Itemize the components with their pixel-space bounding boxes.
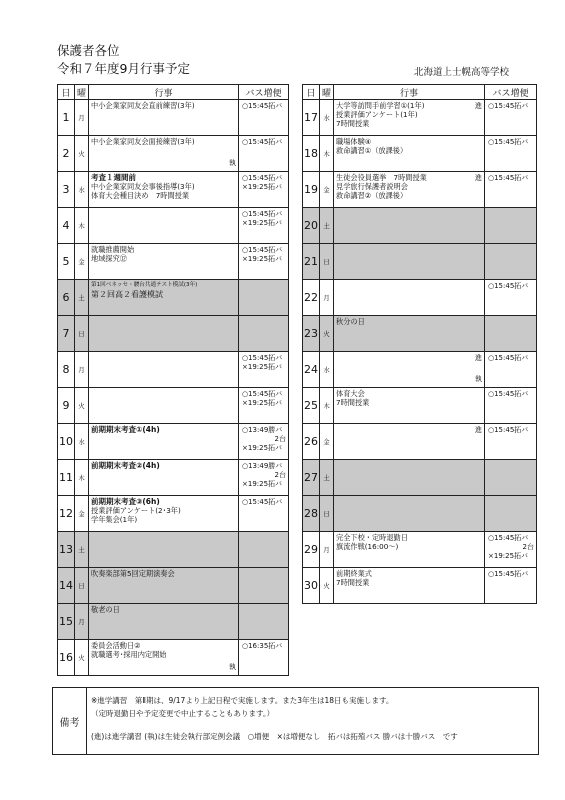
table-row xyxy=(303,388,537,424)
day-cell: 20 xyxy=(303,208,320,244)
table-row xyxy=(303,316,537,352)
table-row xyxy=(58,352,289,388)
day-cell: 12 xyxy=(58,496,75,532)
weekday-cell: 水 xyxy=(75,172,89,208)
weekday-cell: 日 xyxy=(75,316,89,352)
event-line: 就職選考･採用内定開始 xyxy=(91,650,167,659)
event-tag: 執 xyxy=(229,159,236,167)
bus-line: ○15:45拓バ xyxy=(242,390,283,398)
col-day: 日 xyxy=(58,85,75,100)
table-row xyxy=(58,100,289,136)
bus-line: ○15:45拓バ xyxy=(488,426,529,434)
bus-line: ○15:45拓バ xyxy=(242,246,283,254)
col-weekday: 曜 xyxy=(320,85,334,100)
bus-cell xyxy=(239,100,289,136)
bus-cell xyxy=(485,424,537,460)
events-cell xyxy=(89,172,239,208)
event-line: 学年集会(1年) xyxy=(91,515,138,524)
events-cell xyxy=(89,604,239,640)
table-row xyxy=(58,244,289,280)
events-cell xyxy=(334,352,485,388)
weekday-cell: 水 xyxy=(75,424,89,460)
event-line: 体育大会 xyxy=(336,389,365,398)
bus-line: ○15:45拓バ xyxy=(242,138,283,146)
events-cell xyxy=(334,172,485,208)
table-row xyxy=(303,352,537,388)
bus-cell xyxy=(239,424,289,460)
event-line: 就職推薦開始 xyxy=(91,245,135,254)
weekday-cell: 土 xyxy=(320,460,334,496)
event-line: 第1回ベネッセ・駿台共通テスト模試(3年) xyxy=(91,282,198,288)
event-line: 授業評価アンケート(1年) xyxy=(336,110,418,119)
event-line: 中小企業家同友会直前練習(3年) xyxy=(91,101,195,110)
events-cell xyxy=(334,532,485,568)
event-line: 7時間授業 xyxy=(336,119,370,128)
events-cell xyxy=(89,244,239,280)
events-cell xyxy=(89,208,239,244)
day-cell: 18 xyxy=(303,136,320,172)
weekday-cell: 月 xyxy=(320,280,334,316)
events-cell xyxy=(334,496,485,532)
event-line: 完全下校・定時退勤日 xyxy=(336,533,408,542)
bus-cell xyxy=(485,496,537,532)
weekday-cell: 月 xyxy=(75,100,89,136)
weekday-cell: 木 xyxy=(75,208,89,244)
bus-cell xyxy=(485,532,537,568)
day-cell: 25 xyxy=(303,388,320,424)
events-cell xyxy=(334,316,485,352)
day-cell: 6 xyxy=(58,280,75,316)
weekday-cell: 土 xyxy=(75,280,89,316)
table-row xyxy=(58,460,289,496)
weekday-cell: 日 xyxy=(75,568,89,604)
weekday-cell: 日 xyxy=(320,244,334,280)
bus-cell xyxy=(485,100,537,136)
weekday-cell: 金 xyxy=(320,424,334,460)
bus-cell xyxy=(239,568,289,604)
events-cell xyxy=(334,244,485,280)
bus-cell xyxy=(485,244,537,280)
schedule-table-left xyxy=(57,84,289,676)
events-cell xyxy=(89,640,239,676)
event-line: 中小企業家同友会面接練習(3年) xyxy=(91,137,195,146)
bus-cell xyxy=(239,604,289,640)
table-row xyxy=(303,568,537,604)
event-tag: 進 xyxy=(475,174,482,182)
schedule-body-left xyxy=(58,100,289,676)
day-cell: 8 xyxy=(58,352,75,388)
col-weekday: 曜 xyxy=(75,85,89,100)
event-line: 見学旅行保護者説明会 xyxy=(336,182,408,191)
event-line: 救命講習①（放課後） xyxy=(336,146,408,155)
events-cell xyxy=(89,280,239,316)
bus-line: ○15:45拓バ xyxy=(242,210,283,218)
bus-cell xyxy=(485,136,537,172)
notes-label: 備考 xyxy=(53,688,87,754)
event-line: 考査１週間前 xyxy=(91,173,136,182)
bus-line: 2台 xyxy=(274,471,286,479)
event-tag: 進 xyxy=(475,102,482,110)
event-line: 体育大会種目決め 7時間授業 xyxy=(91,191,190,200)
bus-line: ○15:45拓バ xyxy=(488,102,529,110)
day-cell: 3 xyxy=(58,172,75,208)
table-row xyxy=(58,316,289,352)
bus-line: ○15:45拓バ xyxy=(242,174,283,182)
table-row xyxy=(58,640,289,676)
event-line: 授業評価アンケート(2･3年) xyxy=(91,506,181,515)
events-cell xyxy=(89,532,239,568)
weekday-cell: 水 xyxy=(320,100,334,136)
col-events: 行事 xyxy=(89,85,239,100)
events-cell xyxy=(89,316,239,352)
bus-line: ○15:45拓バ xyxy=(242,354,283,362)
event-line: 7時間授業 xyxy=(336,578,370,587)
events-cell xyxy=(89,424,239,460)
bus-cell xyxy=(239,244,289,280)
bus-cell xyxy=(485,568,537,604)
bus-cell xyxy=(485,352,537,388)
event-line: 前期期末考査③(6h) xyxy=(91,497,160,506)
events-cell xyxy=(89,460,239,496)
table-header-row xyxy=(303,85,537,100)
table-row xyxy=(58,208,289,244)
day-cell: 15 xyxy=(58,604,75,640)
bus-line: ○15:45拓バ xyxy=(488,138,529,146)
event-line: 秋分の日 xyxy=(336,317,365,326)
table-row xyxy=(303,280,537,316)
notes-line: (進)は進学講習 (執)は生徒会執行部定例会議 ○増便 ×は増便なし 拓バは拓殖バス 勝バは十勝バス です xyxy=(91,732,458,741)
weekday-cell: 火 xyxy=(75,136,89,172)
notes-box xyxy=(52,687,539,755)
bus-cell xyxy=(239,640,289,676)
day-cell: 10 xyxy=(58,424,75,460)
weekday-cell: 木 xyxy=(75,460,89,496)
events-cell xyxy=(89,100,239,136)
events-cell xyxy=(89,136,239,172)
bus-line: ×19:25拓バ xyxy=(488,552,529,560)
weekday-cell: 火 xyxy=(75,388,89,424)
table-row xyxy=(303,496,537,532)
day-cell: 23 xyxy=(303,316,320,352)
day-cell: 4 xyxy=(58,208,75,244)
bus-line: ×19:25拓バ xyxy=(242,219,283,227)
event-line: 吹奏楽部第5回定期演奏会 xyxy=(91,569,175,578)
table-row xyxy=(58,568,289,604)
bus-cell xyxy=(239,316,289,352)
events-cell xyxy=(89,388,239,424)
table-row xyxy=(58,136,289,172)
table-row xyxy=(303,244,537,280)
bus-line: ×19:25拓バ xyxy=(242,444,283,452)
weekday-cell: 土 xyxy=(75,532,89,568)
event-tag: 進 xyxy=(475,354,482,362)
weekday-cell: 木 xyxy=(320,388,334,424)
bus-line: ○13:49勝バ xyxy=(242,462,283,470)
bus-cell xyxy=(239,496,289,532)
events-cell xyxy=(334,460,485,496)
bus-cell xyxy=(485,316,537,352)
bus-line: ○15:45拓バ xyxy=(242,102,283,110)
bus-cell xyxy=(239,532,289,568)
day-cell: 9 xyxy=(58,388,75,424)
col-bus: バス増便 xyxy=(485,85,537,100)
day-cell: 17 xyxy=(303,100,320,136)
recipient-line: 保護者各位 xyxy=(57,43,120,58)
col-bus: バス増便 xyxy=(239,85,289,100)
day-cell: 14 xyxy=(58,568,75,604)
event-line: 前期期末考査①(4h) xyxy=(91,425,160,434)
events-cell xyxy=(334,568,485,604)
weekday-cell: 水 xyxy=(320,352,334,388)
weekday-cell: 月 xyxy=(320,532,334,568)
weekday-cell: 金 xyxy=(75,496,89,532)
bus-line: ○15:45拓バ xyxy=(488,390,529,398)
weekday-cell: 火 xyxy=(75,640,89,676)
table-row xyxy=(303,424,537,460)
bus-line: ×19:25拓バ xyxy=(242,183,283,191)
table-row xyxy=(303,172,537,208)
event-line: 第２回高２看護模試 xyxy=(91,290,163,299)
day-cell: 1 xyxy=(58,100,75,136)
weekday-cell: 土 xyxy=(320,208,334,244)
schedule-table-right xyxy=(302,84,537,604)
day-cell: 24 xyxy=(303,352,320,388)
day-cell: 21 xyxy=(303,244,320,280)
bus-cell xyxy=(485,388,537,424)
weekday-cell: 日 xyxy=(320,496,334,532)
bus-line: ×19:25拓バ xyxy=(242,480,283,488)
bus-cell xyxy=(485,460,537,496)
bus-line: ×19:25拓バ xyxy=(242,363,283,371)
table-row xyxy=(58,496,289,532)
events-cell xyxy=(89,568,239,604)
notes-line: （定時退勤日や予定変更で中止することもあります。） xyxy=(91,709,275,718)
day-cell: 16 xyxy=(58,640,75,676)
table-row xyxy=(303,208,537,244)
bus-cell xyxy=(239,136,289,172)
bus-line: ○16:35拓バ xyxy=(242,642,283,650)
weekday-cell: 木 xyxy=(320,136,334,172)
bus-line: ○15:45拓バ xyxy=(242,498,283,506)
event-line: 大学等訪問手前学習①(1年) xyxy=(336,101,425,110)
bus-line: ×19:25拓バ xyxy=(242,399,283,407)
bus-cell xyxy=(239,460,289,496)
bus-line: 2台 xyxy=(522,543,534,551)
day-cell: 7 xyxy=(58,316,75,352)
day-cell: 2 xyxy=(58,136,75,172)
school-name: 北海道上士幌高等学校 xyxy=(414,67,510,78)
day-cell: 11 xyxy=(58,460,75,496)
day-cell: 27 xyxy=(303,460,320,496)
event-line: 前期終業式 xyxy=(336,569,372,578)
schedule-body-right xyxy=(303,100,537,604)
bus-line: ○15:45拓バ xyxy=(488,354,529,362)
bus-line: ○15:45拓バ xyxy=(488,570,529,578)
bus-line: 2台 xyxy=(274,435,286,443)
event-line: 職場体験④ xyxy=(336,137,372,146)
bus-cell xyxy=(239,388,289,424)
bus-line: ×19:25拓バ xyxy=(242,255,283,263)
event-tag: 進 xyxy=(475,426,482,434)
weekday-cell: 月 xyxy=(75,352,89,388)
bus-line: ○15:45拓バ xyxy=(488,534,529,542)
events-cell xyxy=(334,136,485,172)
event-line: 旗流作戦(16:00～) xyxy=(336,542,399,551)
weekday-cell: 火 xyxy=(320,316,334,352)
day-cell: 26 xyxy=(303,424,320,460)
table-row xyxy=(58,388,289,424)
events-cell xyxy=(89,496,239,532)
table-row xyxy=(303,136,537,172)
events-cell xyxy=(334,100,485,136)
weekday-cell: 火 xyxy=(320,568,334,604)
event-line: 地域探究⑫ xyxy=(91,254,127,263)
bus-cell xyxy=(485,172,537,208)
table-row xyxy=(58,172,289,208)
day-cell: 30 xyxy=(303,568,320,604)
event-line: 委員会活動日② xyxy=(91,641,141,650)
day-cell: 19 xyxy=(303,172,320,208)
events-cell xyxy=(89,352,239,388)
table-row xyxy=(58,280,289,316)
bus-line: ○15:45拓バ xyxy=(488,174,529,182)
events-cell xyxy=(334,388,485,424)
event-tag: 執 xyxy=(475,375,482,383)
table-row xyxy=(303,100,537,136)
bus-cell xyxy=(485,280,537,316)
day-cell: 13 xyxy=(58,532,75,568)
event-tag: 執 xyxy=(229,663,236,671)
events-cell xyxy=(334,208,485,244)
event-line: 中小企業家同友会事後指導(3年) xyxy=(91,182,195,191)
day-cell: 22 xyxy=(303,280,320,316)
col-day: 日 xyxy=(303,85,320,100)
table-row xyxy=(58,532,289,568)
weekday-cell: 金 xyxy=(320,172,334,208)
bus-cell xyxy=(239,352,289,388)
event-line: 前期期末考査②(4h) xyxy=(91,461,160,470)
event-line: 敬老の日 xyxy=(91,605,120,614)
bus-line: ○15:45拓バ xyxy=(488,282,529,290)
col-events: 行事 xyxy=(334,85,485,100)
notes-text xyxy=(91,695,458,744)
day-cell: 29 xyxy=(303,532,320,568)
bus-line: ○13:49勝バ xyxy=(242,426,283,434)
day-cell: 5 xyxy=(58,244,75,280)
bus-cell xyxy=(239,280,289,316)
table-row xyxy=(58,424,289,460)
table-header-row xyxy=(58,85,289,100)
event-line: 7時間授業 xyxy=(336,398,370,407)
table-row xyxy=(303,460,537,496)
bus-cell xyxy=(239,208,289,244)
events-cell xyxy=(334,424,485,460)
notes-line: ※進学講習 第Ⅱ期は、9/17より上記日程で実施します。また3年生は18日も実施します。 xyxy=(91,696,394,705)
table-row xyxy=(58,604,289,640)
bus-cell xyxy=(485,208,537,244)
table-row xyxy=(303,532,537,568)
event-line: 生徒会役員選挙 7時間授業 xyxy=(336,173,427,182)
page-title: 令和７年度9月行事予定 xyxy=(57,61,190,76)
weekday-cell: 月 xyxy=(75,604,89,640)
weekday-cell: 金 xyxy=(75,244,89,280)
day-cell: 28 xyxy=(303,496,320,532)
bus-cell xyxy=(239,172,289,208)
events-cell xyxy=(334,280,485,316)
event-line: 救命講習②（放課後） xyxy=(336,191,408,200)
